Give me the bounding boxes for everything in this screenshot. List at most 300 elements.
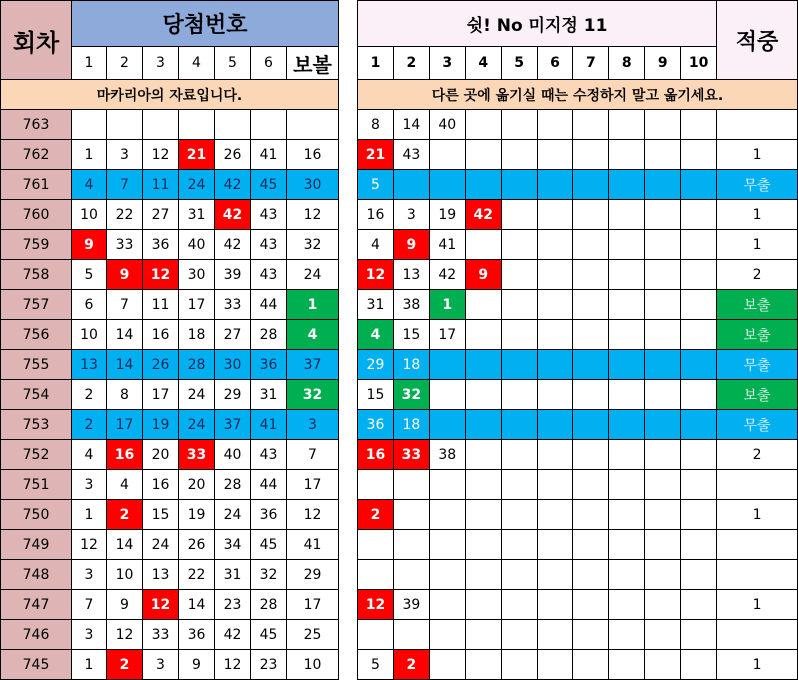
pick-cell [645, 140, 681, 170]
winning-number-cell: 44 [251, 290, 287, 320]
pick-cell: 13 [393, 260, 429, 290]
round-number: 758 [1, 260, 72, 290]
pick-cell: 29 [358, 350, 394, 380]
winning-number-cell: 16 [143, 320, 179, 350]
winning-number-cell: 21 [179, 140, 215, 170]
pick-cell: 5 [358, 170, 394, 200]
pick-col-10: 10 [681, 47, 717, 80]
winning-number-cell: 2 [72, 380, 107, 410]
bonus-number-cell: 3 [287, 410, 339, 440]
pick-cell: 12 [358, 260, 394, 290]
pick-cell [501, 500, 537, 530]
winning-number-cell: 14 [107, 350, 143, 380]
winning-number-cell: 22 [179, 560, 215, 590]
predictions-title: 쉿! No 미지정 11 [358, 1, 717, 47]
pick-cell [573, 620, 609, 650]
predictions-table [357, 0, 798, 680]
pick-cell [501, 290, 537, 320]
winning-number-cell [215, 110, 251, 140]
hit-result-cell: 1 [717, 590, 798, 620]
draw-row [1, 260, 339, 290]
winning-number-cell: 28 [215, 470, 251, 500]
winning-number-cell: 44 [251, 470, 287, 500]
round-number: 762 [1, 140, 72, 170]
winning-number-cell: 41 [251, 410, 287, 440]
pick-cell [501, 470, 537, 500]
draw-row [1, 440, 339, 470]
prediction-row [358, 530, 798, 560]
winning-number-cell: 23 [251, 650, 287, 680]
winning-number-cell: 4 [107, 470, 143, 500]
winning-number-cell: 19 [143, 410, 179, 440]
pick-cell [429, 170, 465, 200]
pick-cell [609, 260, 645, 290]
winning-number-cell [251, 110, 287, 140]
round-number: 760 [1, 200, 72, 230]
pick-cell [681, 230, 717, 260]
prediction-row [358, 440, 798, 470]
winning-number-cell: 40 [215, 440, 251, 470]
winning-number-cell: 31 [215, 560, 251, 590]
hit-result-cell: 보출 [717, 290, 798, 320]
winning-number-cell: 45 [251, 170, 287, 200]
pick-cell: 18 [393, 410, 429, 440]
pick-cell [465, 170, 501, 200]
winning-number-cell: 28 [179, 350, 215, 380]
winning-number-cell: 26 [143, 350, 179, 380]
pick-cell [537, 470, 573, 500]
bonus-header: 보볼 [287, 47, 339, 80]
winning-number-cell: 24 [215, 500, 251, 530]
col-header-3: 3 [143, 47, 179, 80]
pick-cell [645, 200, 681, 230]
pick-cell [645, 320, 681, 350]
pick-cell: 5 [358, 650, 394, 680]
pick-cell: 31 [358, 290, 394, 320]
round-number: 761 [1, 170, 72, 200]
pick-cell [573, 260, 609, 290]
pick-cell [681, 350, 717, 380]
winning-number-cell: 1 [72, 140, 107, 170]
winning-number-cell: 3 [72, 560, 107, 590]
pick-col-1: 1 [358, 47, 394, 80]
hit-result-cell [717, 470, 798, 500]
pick-cell [681, 410, 717, 440]
winning-number-cell: 6 [72, 290, 107, 320]
winning-number-cell: 30 [179, 260, 215, 290]
pick-cell: 42 [429, 260, 465, 290]
winning-number-cell [107, 110, 143, 140]
winning-number-cell: 33 [215, 290, 251, 320]
winning-number-cell: 17 [107, 410, 143, 440]
pick-cell: 36 [358, 410, 394, 440]
pick-cell [573, 500, 609, 530]
draw-row [1, 290, 339, 320]
pick-cell [501, 650, 537, 680]
pick-cell [393, 470, 429, 500]
winning-number-cell [179, 110, 215, 140]
winning-number-cell: 16 [143, 470, 179, 500]
pick-col-3: 3 [429, 47, 465, 80]
col-header-5: 5 [215, 47, 251, 80]
winning-number-cell: 28 [251, 590, 287, 620]
pick-cell [573, 650, 609, 680]
pick-cell [609, 320, 645, 350]
prediction-row [358, 590, 798, 620]
winning-number-cell: 24 [179, 170, 215, 200]
bonus-number-cell: 16 [287, 140, 339, 170]
pick-cell [645, 500, 681, 530]
pick-cell [501, 620, 537, 650]
pick-cell: 16 [358, 440, 394, 470]
pick-cell [609, 440, 645, 470]
winning-number-cell: 32 [251, 560, 287, 590]
winning-number-cell: 17 [143, 380, 179, 410]
pick-cell [358, 470, 394, 500]
pick-cell [573, 440, 609, 470]
pick-cell: 18 [393, 350, 429, 380]
winning-number-cell: 27 [215, 320, 251, 350]
pick-col-9: 9 [645, 47, 681, 80]
pick-cell [429, 140, 465, 170]
pick-cell [681, 590, 717, 620]
pick-cell: 39 [393, 590, 429, 620]
prediction-row [358, 260, 798, 290]
bonus-number-cell: 4 [287, 320, 339, 350]
pick-cell [465, 560, 501, 590]
pick-cell: 38 [393, 290, 429, 320]
winning-number-cell: 37 [215, 410, 251, 440]
pick-cell [501, 260, 537, 290]
pick-cell [681, 440, 717, 470]
pick-cell [358, 620, 394, 650]
pick-cell [681, 110, 717, 140]
pick-cell [645, 590, 681, 620]
pick-cell [537, 320, 573, 350]
pick-cell [465, 650, 501, 680]
winning-number-cell: 18 [179, 320, 215, 350]
round-number: 753 [1, 410, 72, 440]
pick-cell [573, 530, 609, 560]
winning-number-cell: 12 [143, 140, 179, 170]
pick-cell [393, 560, 429, 590]
pick-cell: 2 [393, 650, 429, 680]
winning-number-cell: 2 [72, 410, 107, 440]
pick-cell [465, 530, 501, 560]
pick-col-4: 4 [465, 47, 501, 80]
draw-row [1, 500, 339, 530]
pick-cell [537, 230, 573, 260]
pick-cell [645, 560, 681, 590]
pick-cell [429, 590, 465, 620]
bonus-number-cell [287, 110, 339, 140]
bonus-number-cell: 17 [287, 470, 339, 500]
pick-cell [465, 110, 501, 140]
hit-result-cell: 보출 [717, 380, 798, 410]
pick-cell: 2 [358, 500, 394, 530]
hit-result-cell [717, 110, 798, 140]
pick-cell: 32 [393, 380, 429, 410]
winning-number-cell: 30 [215, 350, 251, 380]
winning-number-cell: 20 [143, 440, 179, 470]
notice-left: 마카리아의 자료입니다. [1, 80, 339, 110]
winning-number-cell: 12 [143, 260, 179, 290]
draw-row [1, 590, 339, 620]
pick-cell [645, 230, 681, 260]
hit-result-cell: 1 [717, 500, 798, 530]
pick-cell [393, 170, 429, 200]
pick-cell [465, 290, 501, 320]
pick-cell [537, 440, 573, 470]
pick-cell [609, 110, 645, 140]
pick-cell [501, 380, 537, 410]
pick-cell [573, 140, 609, 170]
round-number: 747 [1, 590, 72, 620]
winning-number-cell: 42 [215, 230, 251, 260]
col-header-6: 6 [251, 47, 287, 80]
round-number: 752 [1, 440, 72, 470]
round-number: 754 [1, 380, 72, 410]
pick-cell [501, 230, 537, 260]
pick-cell [609, 200, 645, 230]
pick-cell [645, 380, 681, 410]
hit-result-cell [717, 620, 798, 650]
winning-number-cell: 9 [72, 230, 107, 260]
round-number: 763 [1, 110, 72, 140]
winning-number-cell: 24 [179, 410, 215, 440]
winning-number-cell: 7 [107, 290, 143, 320]
winning-number-cell: 9 [179, 650, 215, 680]
bonus-number-cell: 30 [287, 170, 339, 200]
pick-cell [645, 170, 681, 200]
hit-result-cell: 1 [717, 650, 798, 680]
round-number: 748 [1, 560, 72, 590]
round-number: 749 [1, 530, 72, 560]
pick-cell [681, 260, 717, 290]
winning-number-cell: 36 [143, 230, 179, 260]
pick-cell [501, 170, 537, 200]
winning-number-cell: 7 [72, 590, 107, 620]
draw-row [1, 620, 339, 650]
winning-number-cell: 42 [215, 620, 251, 650]
pick-cell [537, 260, 573, 290]
bonus-number-cell: 32 [287, 230, 339, 260]
winning-number-cell: 33 [143, 620, 179, 650]
draw-row [1, 230, 339, 260]
pick-cell [609, 290, 645, 320]
hit-result-cell: 2 [717, 440, 798, 470]
pick-cell [609, 350, 645, 380]
winning-number-cell: 23 [215, 590, 251, 620]
hit-result-cell: 무출 [717, 410, 798, 440]
pick-cell [358, 530, 394, 560]
winning-number-cell: 36 [251, 350, 287, 380]
draw-row [1, 650, 339, 680]
pick-cell [645, 410, 681, 440]
round-number: 750 [1, 500, 72, 530]
draw-row [1, 380, 339, 410]
winning-number-cell: 16 [107, 440, 143, 470]
bonus-number-cell: 1 [287, 290, 339, 320]
pick-cell [501, 530, 537, 560]
winning-number-cell: 8 [107, 380, 143, 410]
draw-row [1, 320, 339, 350]
pick-cell [609, 590, 645, 620]
pick-cell: 42 [465, 200, 501, 230]
pick-cell: 38 [429, 440, 465, 470]
pick-cell [429, 560, 465, 590]
winning-number-cell: 2 [107, 650, 143, 680]
pick-cell [681, 140, 717, 170]
pick-cell [429, 350, 465, 380]
winning-number-cell: 45 [251, 620, 287, 650]
winning-number-cell: 3 [143, 650, 179, 680]
bonus-number-cell: 10 [287, 650, 339, 680]
prediction-row [358, 380, 798, 410]
pick-cell: 15 [393, 320, 429, 350]
pick-col-6: 6 [537, 47, 573, 80]
bonus-number-cell: 12 [287, 500, 339, 530]
prediction-row [358, 620, 798, 650]
pick-cell [501, 140, 537, 170]
pick-col-7: 7 [573, 47, 609, 80]
pick-cell [465, 350, 501, 380]
winning-number-cell: 10 [107, 560, 143, 590]
bonus-number-cell: 25 [287, 620, 339, 650]
pick-cell: 12 [358, 590, 394, 620]
pick-cell [681, 380, 717, 410]
hit-result-cell: 1 [717, 230, 798, 260]
winning-number-cell: 45 [251, 530, 287, 560]
winning-number-cell: 27 [143, 200, 179, 230]
winning-number-cell: 33 [179, 440, 215, 470]
pick-cell [645, 530, 681, 560]
winning-number-cell: 33 [107, 230, 143, 260]
prediction-row [358, 350, 798, 380]
pick-cell [609, 650, 645, 680]
pick-cell [429, 530, 465, 560]
pick-cell [573, 410, 609, 440]
draw-row [1, 530, 339, 560]
pick-cell [573, 350, 609, 380]
pick-cell [537, 530, 573, 560]
col-header-1: 1 [72, 47, 107, 80]
winning-number-cell: 2 [107, 500, 143, 530]
pick-cell [609, 410, 645, 440]
round-number: 756 [1, 320, 72, 350]
winning-number-cell: 42 [215, 170, 251, 200]
hit-result-cell [717, 560, 798, 590]
winning-number-cell: 9 [107, 260, 143, 290]
winning-number-cell: 11 [143, 290, 179, 320]
notice-right: 다른 곳에 옮기실 때는 수정하지 말고 옮기세요. [358, 80, 798, 110]
pick-cell [429, 620, 465, 650]
hit-result-cell: 1 [717, 200, 798, 230]
pick-cell [609, 620, 645, 650]
winning-number-cell: 12 [215, 650, 251, 680]
winning-number-cell: 17 [179, 290, 215, 320]
winning-numbers-title: 당첨번호 [72, 1, 339, 47]
winning-number-cell: 26 [215, 140, 251, 170]
winning-number-cell: 1 [72, 650, 107, 680]
pick-cell [681, 320, 717, 350]
prediction-row [358, 410, 798, 440]
prediction-row [358, 320, 798, 350]
pick-cell [393, 620, 429, 650]
draw-row [1, 140, 339, 170]
prediction-row [358, 470, 798, 500]
pick-cell [465, 140, 501, 170]
result-header: 적중 [717, 1, 798, 80]
winning-number-cell: 19 [179, 500, 215, 530]
pick-cell: 14 [393, 110, 429, 140]
hit-result-cell [717, 530, 798, 560]
prediction-row [358, 560, 798, 590]
col-header-2: 2 [107, 47, 143, 80]
prediction-row [358, 290, 798, 320]
pick-cell: 15 [358, 380, 394, 410]
pick-cell [465, 440, 501, 470]
winning-number-cell: 43 [251, 260, 287, 290]
prediction-row [358, 650, 798, 680]
pick-cell [537, 200, 573, 230]
pick-cell [501, 440, 537, 470]
pick-cell [429, 410, 465, 440]
draw-row [1, 350, 339, 380]
pick-cell [465, 410, 501, 440]
pick-cell [537, 560, 573, 590]
winning-number-cell: 10 [72, 320, 107, 350]
draw-row [1, 560, 339, 590]
pick-cell [609, 500, 645, 530]
hit-result-cell: 무출 [717, 350, 798, 380]
winning-number-cell: 3 [72, 620, 107, 650]
pick-cell [465, 500, 501, 530]
winning-number-cell: 9 [107, 590, 143, 620]
pick-cell [645, 290, 681, 320]
draw-row [1, 410, 339, 440]
pick-cell [501, 200, 537, 230]
winning-numbers-table [0, 0, 339, 680]
pick-cell [501, 320, 537, 350]
winning-number-cell: 4 [72, 440, 107, 470]
pick-cell: 41 [429, 230, 465, 260]
pick-cell [358, 560, 394, 590]
pick-cell [681, 290, 717, 320]
pick-cell [537, 140, 573, 170]
winning-number-cell [143, 110, 179, 140]
pick-cell: 1 [429, 290, 465, 320]
pick-col-5: 5 [501, 47, 537, 80]
winning-number-cell: 12 [143, 590, 179, 620]
round-number: 759 [1, 230, 72, 260]
pick-cell [537, 590, 573, 620]
round-number: 755 [1, 350, 72, 380]
prediction-row [358, 230, 798, 260]
winning-number-cell: 41 [251, 140, 287, 170]
hit-result-cell: 무출 [717, 170, 798, 200]
pick-cell: 19 [429, 200, 465, 230]
winning-number-cell: 29 [215, 380, 251, 410]
winning-number-cell: 14 [107, 530, 143, 560]
pick-cell [645, 110, 681, 140]
pick-cell [429, 470, 465, 500]
pick-cell [609, 530, 645, 560]
winning-number-cell: 14 [107, 320, 143, 350]
pick-cell [573, 470, 609, 500]
winning-number-cell: 31 [179, 200, 215, 230]
pick-cell [537, 410, 573, 440]
